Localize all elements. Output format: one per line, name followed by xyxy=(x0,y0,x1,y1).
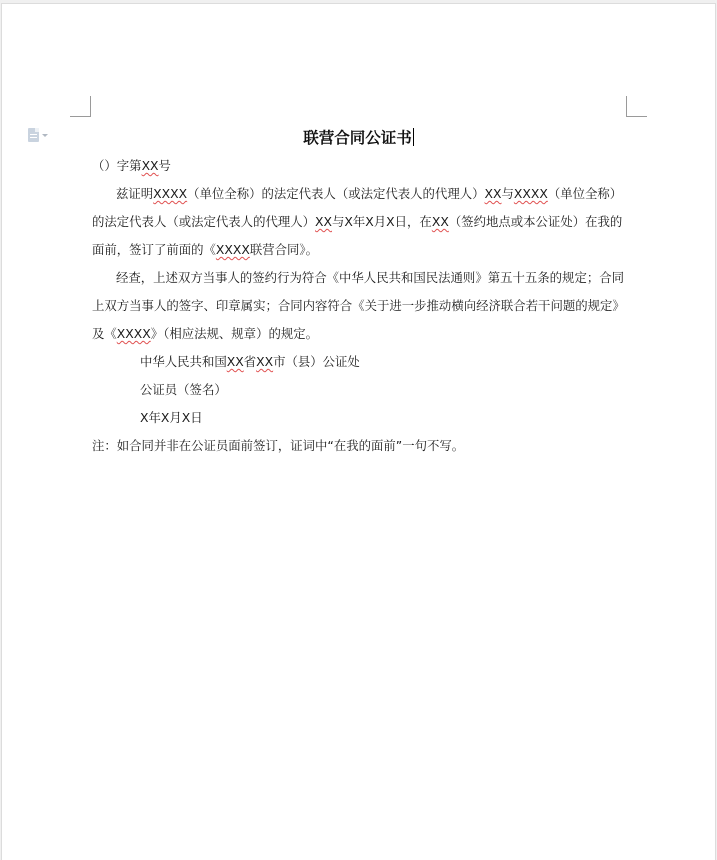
crop-mark-top-left xyxy=(70,96,91,117)
date-line[interactable]: X年X月X日 xyxy=(140,410,203,425)
paragraph1-line2[interactable]: 的法定代表人（或法定代表人的代理人）XX与X年X月X日，在XX（签约地点或本公证处）在我的 xyxy=(92,214,623,229)
paragraph2-line3[interactable]: 及《XXXX》（相应法规、规章）的规定。 xyxy=(92,326,319,341)
crop-mark-top-right xyxy=(626,96,647,117)
text-cursor xyxy=(413,128,414,146)
notary-signature-line[interactable]: 公证员（签名） xyxy=(140,382,227,397)
page-title[interactable]: 联营合同公证书 xyxy=(303,128,412,147)
notary-office-line[interactable]: 中华人民共和国XX省XX市（县）公证处 xyxy=(140,354,360,369)
paragraph2-line1[interactable]: 经查，上述双方当事人的签约行为符合《中华人民共和国民法通则》第五十五条的规定；合同 xyxy=(116,270,625,285)
paragraph2-line2[interactable]: 上双方当事人的签字、印章属实；合同内容符合《关于进一步推动横向经济联合若干问题的规定》 xyxy=(92,298,625,313)
paragraph1-line1[interactable]: 兹证明XXXX（单位全称）的法定代表人（或法定代表人的代理人）XX与XXXX（单位全称） xyxy=(116,186,623,201)
note-line[interactable]: 注：如合同并非在公证员面前签订，证词中“在我的面前”一句不写。 xyxy=(92,438,465,453)
paragraph1-line3[interactable]: 面前，签订了前面的《XXXX联营合同》。 xyxy=(92,242,319,257)
reference-number-line[interactable]: （）字第XX号 xyxy=(92,158,171,173)
document-page[interactable] xyxy=(2,4,715,860)
